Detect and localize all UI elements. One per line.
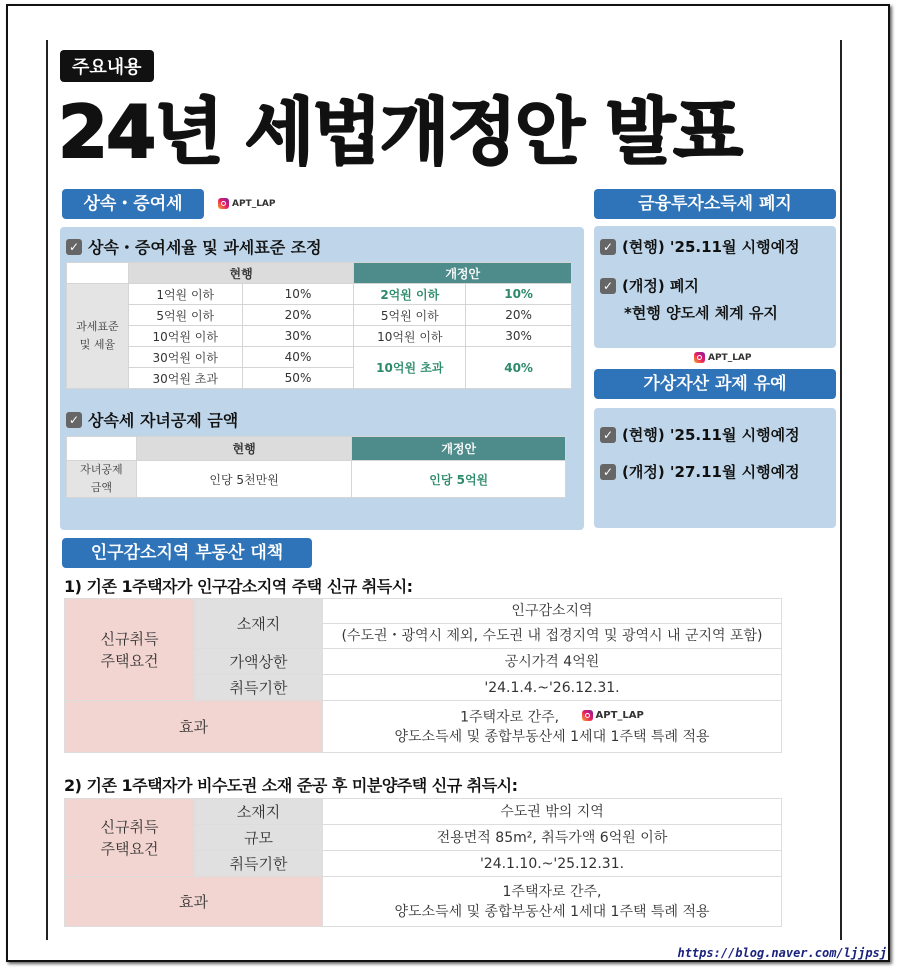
instagram-icon <box>582 710 593 721</box>
watermark-text: APT_LAP <box>595 709 644 721</box>
inheritance-title: 상속・증여세 <box>83 194 183 214</box>
case1-location-value-2: (수도권・광역시 제외, 수도권 내 접경지역 및 광역시 내 군지역 포함) <box>323 624 782 649</box>
req-label-line: 신규취득 <box>100 817 159 836</box>
table-row <box>65 877 782 927</box>
checkbox-icon: ✓ <box>66 412 82 428</box>
table-row <box>67 347 572 368</box>
case2-location-value: 수도권 밖의 지역 <box>323 799 782 825</box>
cell: 10억원 이하 <box>128 326 242 347</box>
case1-table <box>64 598 782 753</box>
cell: 30% <box>242 326 354 347</box>
side-label-line: 과세표준 <box>76 320 119 333</box>
rate-side-label <box>67 284 129 389</box>
req-label-line: 신규취득 <box>100 629 159 648</box>
case2-effect-label: 효과 <box>65 877 323 927</box>
left-rule <box>46 40 48 940</box>
case1-price-label: 가액상한 <box>195 649 323 675</box>
inheritance-header <box>62 189 204 219</box>
watermark-text: APT_LAP <box>708 352 752 363</box>
side-label-line: 자녀공제 <box>80 463 123 476</box>
cell: 10% <box>466 284 572 305</box>
table-row <box>65 701 782 753</box>
cell: 50% <box>242 368 354 389</box>
cell: 30억원 초과 <box>128 368 242 389</box>
case2-effect-line1: 1주택자로 간주, <box>502 883 602 900</box>
side-label-line: 및 세율 <box>79 338 116 351</box>
cell: 5억원 이하 <box>128 305 242 326</box>
child-subtitle <box>66 408 238 431</box>
cell: 인당 5억원 <box>352 461 566 498</box>
crypto-item-current-text: (현행) '25.11월 시행예정 <box>622 426 800 444</box>
checkbox-icon: ✓ <box>600 278 616 294</box>
cell: 30% <box>466 326 572 347</box>
financial-title: 금융투자소득세 폐지 <box>638 194 792 214</box>
watermark <box>218 198 276 209</box>
table-row <box>65 599 782 624</box>
checkbox-icon: ✓ <box>600 239 616 255</box>
table-row <box>67 326 572 347</box>
financial-item-revised-text: (개정) 폐지 <box>622 277 699 295</box>
header-tag: 주요내용 <box>60 50 154 82</box>
case2-location-label: 소재지 <box>195 799 323 825</box>
cell: 40% <box>466 347 572 389</box>
financial-item-current-text: (현행) '25.11월 시행예정 <box>622 238 800 256</box>
table-row <box>67 461 566 498</box>
child-subtitle-text: 상속세 자녀공제 금액 <box>88 411 239 430</box>
case2-size-label: 규모 <box>195 825 323 851</box>
req-label-line: 주택요건 <box>100 839 159 858</box>
cell: 20% <box>242 305 354 326</box>
instagram-icon <box>694 352 705 363</box>
child-current-header: 현행 <box>136 437 352 461</box>
financial-header <box>594 189 836 219</box>
financial-note: *현행 양도세 체계 유지 <box>624 304 778 322</box>
side-label-line: 금액 <box>90 481 113 494</box>
case1-price-value: 공시가격 4억원 <box>323 649 782 675</box>
table-row <box>67 284 572 305</box>
right-rule <box>840 40 842 940</box>
cell: 10억원 초과 <box>354 347 466 389</box>
case1-req-label <box>65 599 195 701</box>
financial-item-revised <box>600 275 699 296</box>
crypto-item-revised-text: (개정) '27.11월 시행예정 <box>622 463 800 481</box>
page-title: 24년 세법개정안 발표 <box>58 90 741 174</box>
table-row <box>67 263 572 284</box>
crypto-item-current <box>600 424 800 445</box>
case1-effect-line1: 1주택자로 간주, <box>460 709 560 726</box>
case2-size-value: 전용면적 85m², 취득가액 6억원 이하 <box>323 825 782 851</box>
case2-table <box>64 798 782 927</box>
rate-table <box>66 262 572 389</box>
table-corner <box>67 263 129 284</box>
financial-item-current <box>600 236 800 257</box>
table-corner <box>67 437 137 461</box>
rate-subtitle-text: 상속・증여세율 및 과세표준 조정 <box>88 238 322 257</box>
cell: 인당 5천만원 <box>136 461 352 498</box>
cell: 1억원 이하 <box>128 284 242 305</box>
table-row <box>65 799 782 825</box>
cell: 40% <box>242 347 354 368</box>
watermark <box>582 706 644 726</box>
realestate-header <box>62 538 312 568</box>
crypto-item-revised <box>600 461 800 482</box>
child-revised-header: 개정안 <box>352 437 566 461</box>
case1-effect-label: 효과 <box>65 701 323 753</box>
cell: 20% <box>466 305 572 326</box>
case1-heading: 1) 기존 1주택자가 인구감소지역 주택 신규 취득시: <box>64 577 413 596</box>
checkbox-icon: ✓ <box>600 427 616 443</box>
child-side-label <box>67 461 137 498</box>
table-row <box>67 305 572 326</box>
cell: 10% <box>242 284 354 305</box>
table-row <box>67 437 566 461</box>
case2-heading: 2) 기존 1주택자가 비수도권 소재 준공 후 미분양주택 신규 취득시: <box>64 776 518 795</box>
case1-period-value: '24.1.4.~'26.12.31. <box>323 675 782 701</box>
rate-current-header: 현행 <box>128 263 354 284</box>
case1-location-label: 소재지 <box>195 599 323 649</box>
case2-req-label <box>65 799 195 877</box>
realestate-title: 인구감소지역 부동산 대책 <box>90 543 284 563</box>
child-table <box>66 436 566 498</box>
cell: 2억원 이하 <box>354 284 466 305</box>
watermark-text: APT_LAP <box>232 198 276 209</box>
rate-subtitle <box>66 235 322 258</box>
case2-period-label: 취득기한 <box>195 851 323 877</box>
crypto-header <box>594 369 836 399</box>
crypto-title: 가상자산 과제 유예 <box>643 374 787 394</box>
checkbox-icon: ✓ <box>66 239 82 255</box>
cell: 5억원 이하 <box>354 305 466 326</box>
req-label-line: 주택요건 <box>100 651 159 670</box>
rate-revised-header: 개정안 <box>354 263 572 284</box>
case2-period-value: '24.1.10.~'25.12.31. <box>323 851 782 877</box>
checkbox-icon: ✓ <box>600 464 616 480</box>
case2-effect-value <box>323 877 782 927</box>
case2-effect-line2: 양도소득세 및 종합부동산세 1세대 1주택 특례 적용 <box>394 903 710 920</box>
cell: 10억원 이하 <box>354 326 466 347</box>
case1-location-value-1: 인구감소지역 <box>323 599 782 624</box>
watermark <box>694 352 752 363</box>
cell: 30억원 이하 <box>128 347 242 368</box>
case1-effect-line2: 양도소득세 및 종합부동산세 1세대 1주택 특례 적용 <box>394 729 710 746</box>
case1-period-label: 취득기한 <box>195 675 323 701</box>
blog-url[interactable]: https://blog.naver.com/ljjpsj <box>677 946 887 960</box>
case1-effect-value <box>323 701 782 753</box>
instagram-icon <box>218 198 229 209</box>
